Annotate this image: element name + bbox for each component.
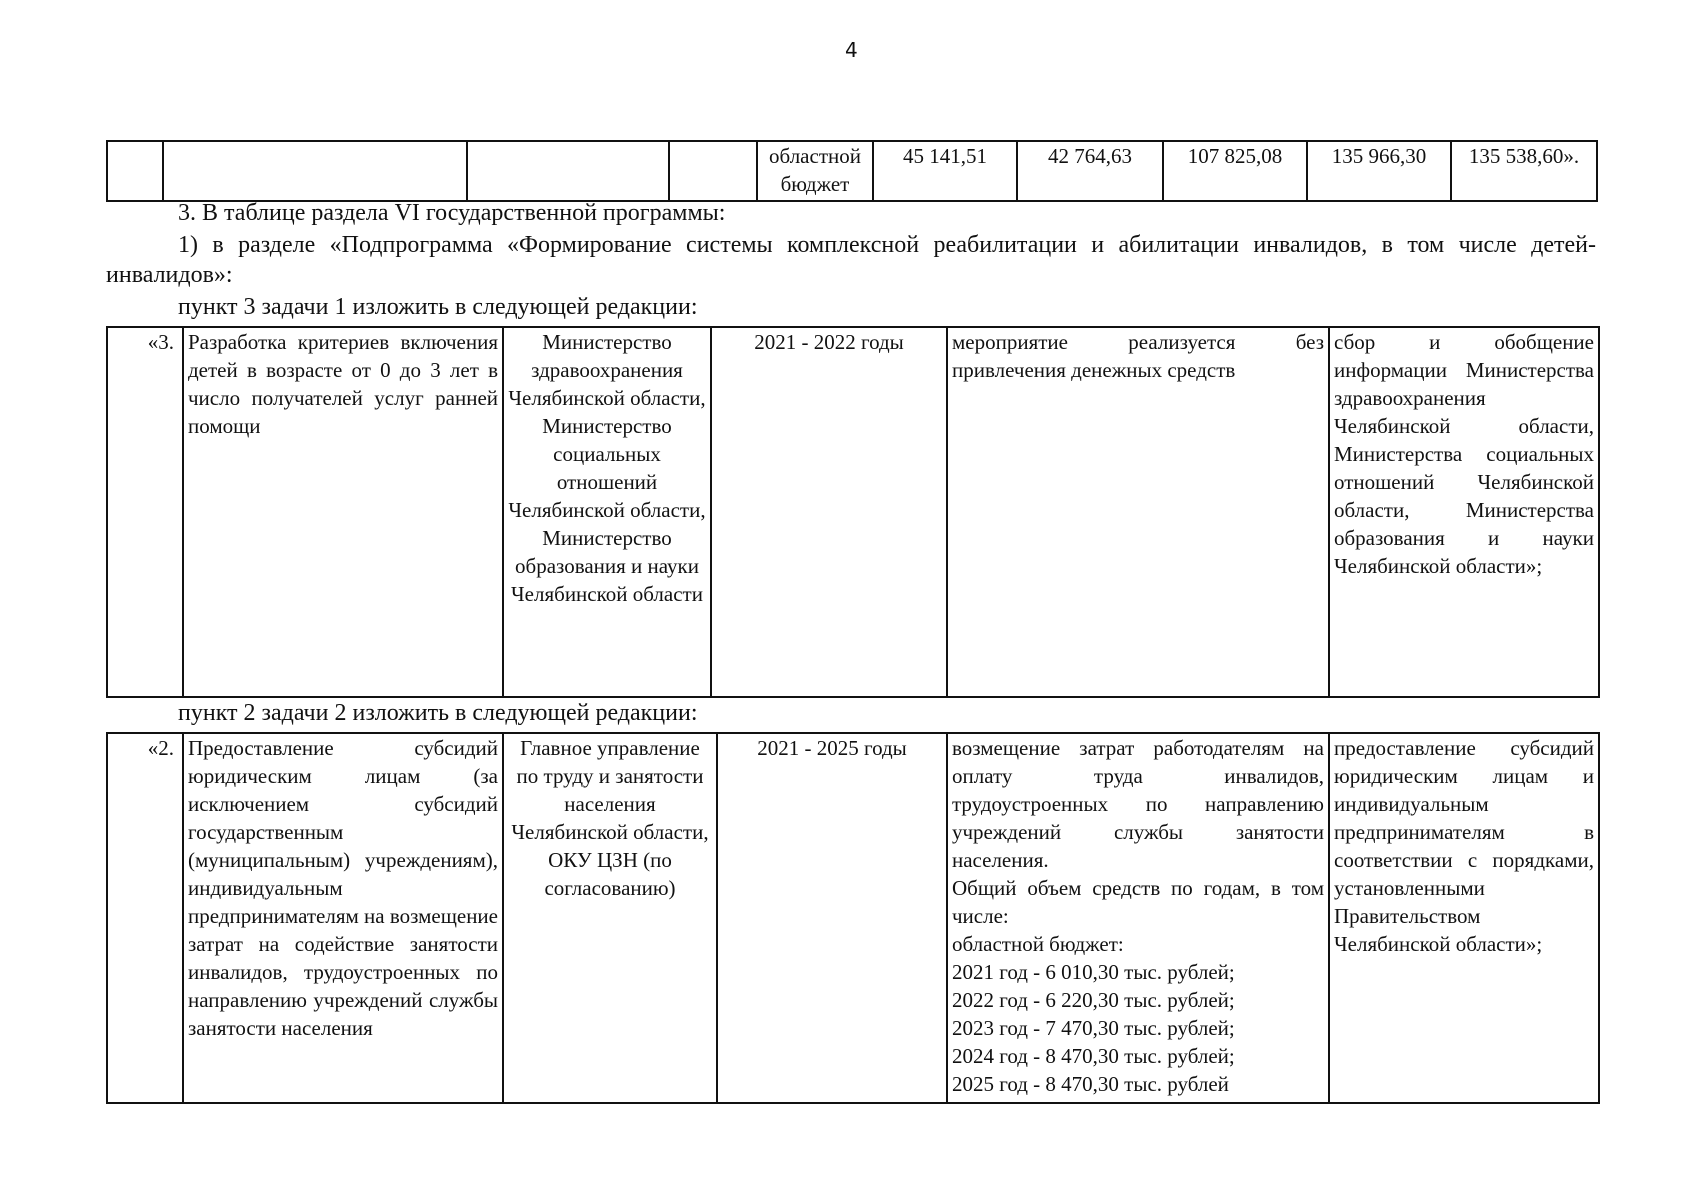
budget-value-3: 107 825,08	[1163, 141, 1307, 201]
financing-budget: областной бюджет:	[952, 932, 1124, 956]
paragraph-subprogram: 1) в разделе «Подпрограмма «Формирование системы комплексной реабилитации и абилитации инвалидов, в том числе детей-инвалидов»:	[106, 232, 1596, 288]
financing-year-2024: 2024 год - 8 470,30 тыс. рублей;	[952, 1044, 1235, 1068]
item-result: предоставление субсидий юридическим лицам и индивидуальным предпринимателям в соответствии с порядками, установленными Правительством Челябинской области»;	[1329, 733, 1599, 1103]
item-result: сбор и обобщение информации Министерства здравоохранения Челябинской области, Министерства социальных отношений Челябинской области, Министерства образования и науки Челябинской области»;	[1329, 327, 1599, 697]
page-number: 4	[845, 38, 858, 62]
budget-value-4: 135 966,30	[1307, 141, 1451, 201]
empty-cell	[163, 141, 467, 201]
empty-cell	[669, 141, 757, 201]
task-2-table	[106, 732, 1600, 1104]
financing-years	[952, 958, 1324, 1098]
item-period: 2021 - 2025 годы	[717, 733, 947, 1103]
financing-year-2022: 2022 год - 6 220,30 тыс. рублей;	[952, 988, 1235, 1012]
item-period: 2021 - 2022 годы	[711, 327, 947, 697]
budget-value-1: 45 141,51	[873, 141, 1017, 201]
table-row	[107, 141, 1597, 201]
item-number: «2.	[107, 733, 183, 1103]
item-financing	[947, 733, 1329, 1103]
empty-cell	[467, 141, 669, 201]
task-1-table	[106, 326, 1600, 698]
budget-table-fragment	[106, 140, 1598, 202]
financing-year-2023: 2023 год - 7 470,30 тыс. рублей;	[952, 1016, 1235, 1040]
item-number: «3.	[107, 327, 183, 697]
item-name: Предоставление субсидий юридическим лицам (за исключением субсидий государственным (муниципальным) учреждениям), индивидуальным предпринимателям на возмещение затрат на содействие занятости инвалидов, трудоустроенных по направлению учреждений службы занятости населения	[183, 733, 503, 1103]
paragraph-section-vi: 3. В таблице раздела VI государственной программы:	[178, 200, 726, 226]
paragraph-task-1: пункт 3 задачи 1 изложить в следующей редакции:	[178, 294, 698, 320]
item-executor: Министерство здравоохранения Челябинской области, Министерство социальных отношений Челябинской области, Министерство образования и науки Челябинской области	[503, 327, 711, 697]
empty-cell	[107, 141, 163, 201]
financing-intro: возмещение затрат работодателям на оплату труда инвалидов, трудоустроенных по направлению учреждений службы занятости населения.	[952, 736, 1324, 872]
table-row	[107, 733, 1599, 1103]
item-financing: мероприятие реализуется без привлечения денежных средств	[947, 327, 1329, 697]
paragraph-task-2: пункт 2 задачи 2 изложить в следующей редакции:	[178, 700, 698, 726]
item-name: Разработка критериев включения детей в возрасте от 0 до 3 лет в число получателей услуг ранней помощи	[183, 327, 503, 697]
financing-year-2021: 2021 год - 6 010,30 тыс. рублей;	[952, 960, 1235, 984]
budget-value-5: 135 538,60».	[1451, 141, 1597, 201]
budget-label: областной бюджет	[757, 141, 873, 201]
item-executor: Главное управление по труду и занятости населения Челябинской области, ОКУ ЦЗН (по согласованию)	[503, 733, 717, 1103]
table-row	[107, 327, 1599, 697]
financing-total: Общий объем средств по годам, в том числе:	[952, 876, 1324, 928]
budget-value-2: 42 764,63	[1017, 141, 1163, 201]
financing-year-2025: 2025 год - 8 470,30 тыс. рублей	[952, 1072, 1229, 1096]
